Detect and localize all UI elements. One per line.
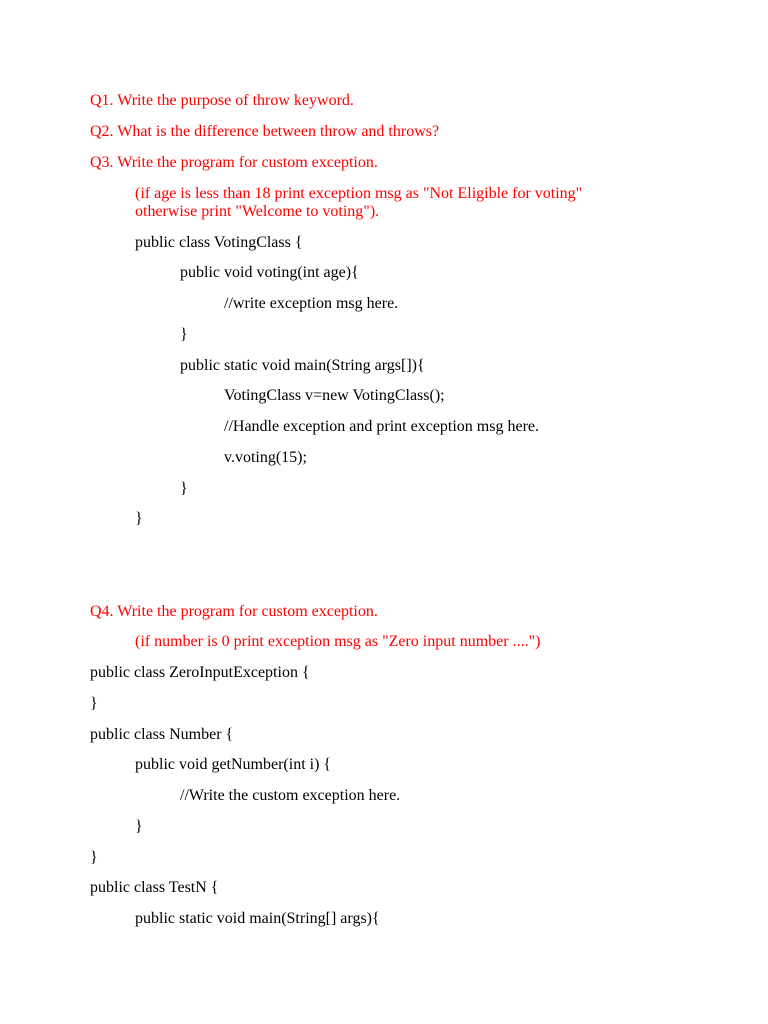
q3-code-comment: //write exception msg here. <box>224 295 399 312</box>
q3-code-line: v.voting(15); <box>224 449 307 466</box>
q3-code-line: } <box>180 326 188 343</box>
q3-code-line: VotingClass v=new VotingClass(); <box>224 387 445 404</box>
q4-code-line: public class Number { <box>90 726 234 743</box>
question-1: Q1. Write the purpose of throw keyword. <box>90 92 354 109</box>
q4-code-line: } <box>135 818 143 835</box>
q3-code-line: } <box>135 510 143 527</box>
q3-code-line: public static void main(String args[]){ <box>180 357 425 374</box>
q4-code-line: public class TestN { <box>90 879 219 896</box>
q4-code-line: } <box>90 695 98 712</box>
q4-code-line: public class ZeroInputException { <box>90 664 310 681</box>
q3-code-comment: //Handle exception and print exception msg here. <box>224 418 540 435</box>
question-4-note: (if number is 0 print exception msg as "Zero input number ....") <box>135 633 541 650</box>
q3-code-line: public class VotingClass { <box>135 234 303 251</box>
question-3-title: Q3. Write the program for custom exception. <box>90 154 378 171</box>
q4-code-line: public void getNumber(int i) { <box>135 756 332 773</box>
q4-code-line: } <box>90 849 98 866</box>
q3-code-line: public void voting(int age){ <box>180 264 359 281</box>
question-3-note-line-2: otherwise print "Welcome to voting"). <box>135 203 380 220</box>
q4-code-line: public static void main(String[] args){ <box>135 910 380 927</box>
question-2: Q2. What is the difference between throw and throws? <box>90 123 440 140</box>
question-4-title: Q4. Write the program for custom exception. <box>90 603 378 620</box>
question-3-note-line-1: (if age is less than 18 print exception msg as "Not Eligible for voting" <box>135 185 583 202</box>
q4-code-comment: //Write the custom exception here. <box>180 787 401 804</box>
q3-code-line: } <box>180 480 188 497</box>
